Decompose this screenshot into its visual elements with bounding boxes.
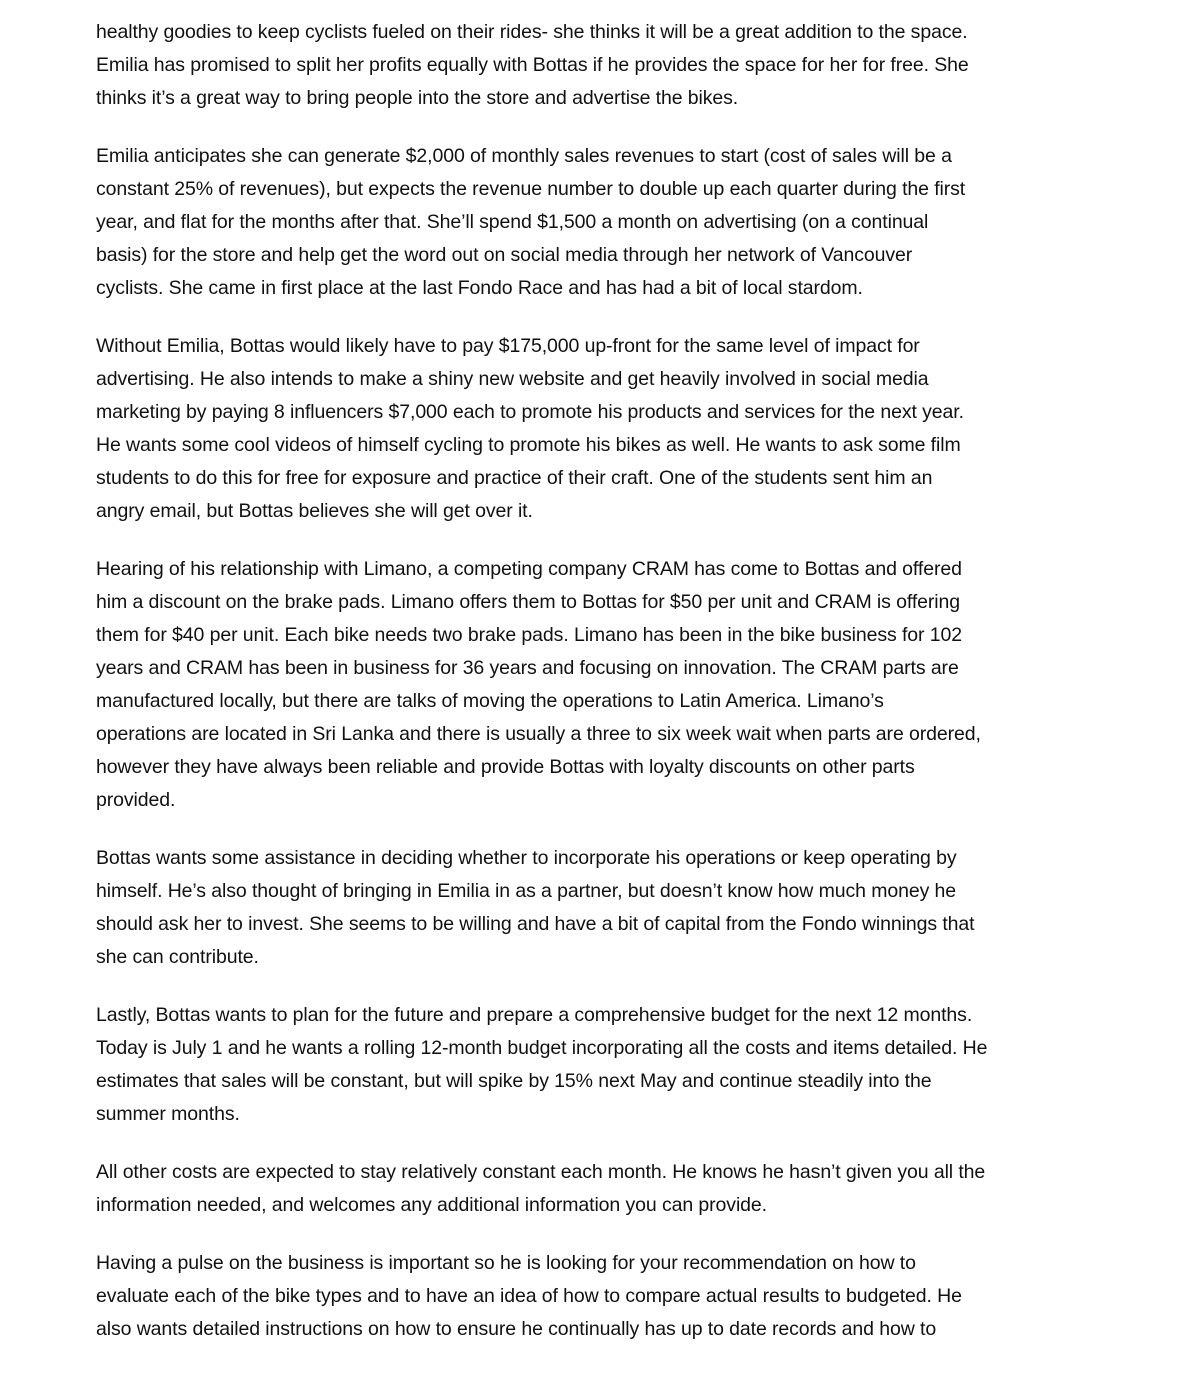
text-line: years and CRAM has been in business for 36 years and focusing on innovation. The CRAM parts are xyxy=(96,657,959,679)
text-line: she can contribute. xyxy=(96,946,259,968)
document-page xyxy=(96,16,1106,1371)
text-line: Lastly, Bottas wants to plan for the future and prepare a comprehensive budget for the next 12 months. xyxy=(96,1004,973,1026)
text-line: angry email, but Bottas believes she will get over it. xyxy=(96,500,533,522)
text-line: Without Emilia, Bottas would likely have to pay $175,000 up-front for the same level of impact for xyxy=(96,335,920,357)
text-line: All other costs are expected to stay relatively constant each month. He knows he hasn’t given you all the xyxy=(96,1161,986,1183)
text-line: year, and flat for the months after that. She’ll spend $1,500 a month on advertising (on a continual xyxy=(96,211,929,233)
paragraph-emilia-space xyxy=(96,16,1106,115)
text-line: Hearing of his relationship with Limano, a competing company CRAM has come to Bottas and offered xyxy=(96,558,962,580)
paragraph-advertising xyxy=(96,330,1106,528)
text-line: constant 25% of revenues), but expects the revenue number to double up each quarter during the first xyxy=(96,178,966,200)
text-line: should ask her to invest. She seems to be willing and have a bit of capital from the Fondo winnings that xyxy=(96,913,975,935)
text-line: students to do this for free for exposure and practice of their craft. One of the students sent him an xyxy=(96,467,933,489)
paragraph-business-pulse xyxy=(96,1247,1106,1346)
text-line: himself. He’s also thought of bringing in Emilia in as a partner, but doesn’t know how much money he xyxy=(96,880,957,902)
text-line: summer months. xyxy=(96,1103,240,1125)
text-line: advertising. He also intends to make a shiny new website and get heavily involved in social media xyxy=(96,368,929,390)
text-line: Today is July 1 and he wants a rolling 12-month budget incorporating all the costs and items detailed. He xyxy=(96,1037,988,1059)
text-line: evaluate each of the bike types and to have an idea of how to compare actual results to budgeted. He xyxy=(96,1285,962,1307)
text-line: provided. xyxy=(96,789,176,811)
text-line: estimates that sales will be constant, but will spike by 15% next May and continue steadily into the xyxy=(96,1070,932,1092)
text-line: them for $40 per unit. Each bike needs two brake pads. Limano has been in the bike business for 102 xyxy=(96,624,962,646)
paragraph-other-costs xyxy=(96,1156,1106,1222)
text-line: him a discount on the brake pads. Limano offers them to Bottas for $50 per unit and CRAM is offering xyxy=(96,591,961,613)
text-line: thinks it’s a great way to bring people into the store and advertise the bikes. xyxy=(96,87,739,109)
text-line: marketing by paying 8 influencers $7,000 each to promote his products and services for the next year. xyxy=(96,401,964,423)
text-line: He wants some cool videos of himself cycling to promote his bikes as well. He wants to ask some film xyxy=(96,434,961,456)
text-line: Bottas wants some assistance in deciding whether to incorporate his operations or keep operating by xyxy=(96,847,957,869)
text-line: operations are located in Sri Lanka and there is usually a three to six week wait when parts are ordered, xyxy=(96,723,981,745)
paragraph-brake-pads xyxy=(96,553,1106,817)
text-line: manufactured locally, but there are talks of moving the operations to Latin America. Limano’s xyxy=(96,690,884,712)
paragraph-budget xyxy=(96,999,1106,1131)
text-line: Emilia anticipates she can generate $2,000 of monthly sales revenues to start (cost of sales will be a xyxy=(96,145,952,167)
text-line: information needed, and welcomes any additional information you can provide. xyxy=(96,1194,767,1216)
text-line: Having a pulse on the business is important so he is looking for your recommendation on how to xyxy=(96,1252,916,1274)
text-line: basis) for the store and help get the word out on social media through her network of Vancouver xyxy=(96,244,913,266)
text-line: Emilia has promised to split her profits equally with Bottas if he provides the space for her for free. She xyxy=(96,54,969,76)
paragraph-emilia-revenue xyxy=(96,140,1106,305)
text-line: healthy goodies to keep cyclists fueled on their rides- she thinks it will be a great addition to the space. xyxy=(96,21,968,43)
text-line: also wants detailed instructions on how to ensure he continually has up to date records and how to xyxy=(96,1318,937,1340)
text-line: cyclists. She came in first place at the last Fondo Race and has had a bit of local stardom. xyxy=(96,277,863,299)
text-line: however they have always been reliable and provide Bottas with loyalty discounts on other parts xyxy=(96,756,915,778)
paragraph-incorporation xyxy=(96,842,1106,974)
